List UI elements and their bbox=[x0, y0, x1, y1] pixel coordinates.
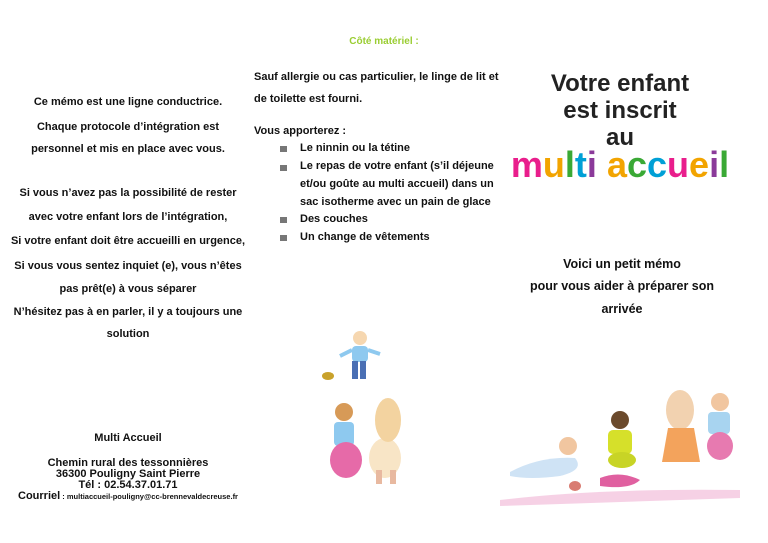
item-clothes: Un change de vêtements bbox=[300, 231, 430, 243]
cover-title-line-2: est inscrit bbox=[563, 97, 677, 124]
brand-letter: m bbox=[510, 144, 543, 185]
materials-intro-2: de toilette est fourni. bbox=[254, 93, 363, 105]
materials-title: Côté matériel : bbox=[349, 36, 419, 47]
item-meal-2: et/ou goûte au multi accueil) dans un bbox=[300, 178, 494, 190]
condition-line-1: Si vous n’avez pas la possibilité de rester bbox=[19, 187, 237, 199]
brand-letter: t bbox=[574, 144, 587, 185]
bring-label: Vous apporterez : bbox=[254, 125, 347, 137]
condition-line-4: Si vous vous sentez inquiet (e), vous n’êtes bbox=[14, 260, 242, 272]
contact-phone: Tél : 02.54.37.01.71 bbox=[78, 479, 178, 491]
item-diapers: Des couches bbox=[300, 213, 368, 225]
materials-intro-1: Sauf allergie ou cas particulier, le linge de lit et bbox=[254, 71, 499, 83]
brand-letter: i bbox=[709, 144, 720, 185]
cover-title-line-1: Votre enfant bbox=[550, 70, 690, 97]
memo-line-3: personnel et mis en place avec vous. bbox=[31, 143, 225, 155]
brand-letter: u bbox=[542, 144, 565, 185]
item-pacifier: Le ninnin ou la tétine bbox=[300, 142, 410, 154]
brand-letter: c bbox=[626, 144, 648, 185]
memo-line-1: Ce mémo est une ligne conductrice. bbox=[33, 96, 223, 108]
contact-city: 36300 Pouligny Saint Pierre bbox=[55, 468, 201, 480]
memo-intro-2: pour vous aider à préparer son bbox=[529, 279, 715, 293]
brand-letter: u bbox=[667, 144, 690, 185]
memo-intro-3: arrivée bbox=[601, 302, 643, 316]
condition-line-2: avec votre enfant lors de l’intégration, bbox=[28, 211, 228, 223]
contact-email-label: Courriel bbox=[18, 490, 61, 502]
memo-intro-1: Voici un petit mémo bbox=[563, 257, 681, 271]
child-jumping bbox=[340, 331, 380, 379]
contact-email-link[interactable]: : multiaccueil-pouligny@cc-brennevaldecreuse.fr bbox=[60, 492, 238, 501]
brand-letter: i bbox=[586, 144, 597, 185]
contact-street: Chemin rural des tessonnières bbox=[47, 457, 209, 469]
brand-letter: a bbox=[606, 144, 627, 185]
brand-letter: l bbox=[564, 144, 575, 185]
condition-line-7: solution bbox=[106, 328, 150, 340]
memo-line-2: Chaque protocole d’intégration est bbox=[36, 121, 220, 133]
cover-title-line-3: au bbox=[605, 124, 634, 151]
item-meal-3: sac isotherme avec un pain de glace bbox=[300, 196, 491, 208]
brand-letter: l bbox=[719, 144, 730, 185]
condition-line-3: Si votre enfant doit être accueilli en urgence, bbox=[10, 235, 246, 247]
brand-letter: c bbox=[647, 144, 668, 185]
item-meal-1: Le repas de votre enfant (s’il déjeune bbox=[300, 160, 494, 172]
condition-line-5: pas prêt(e) à vous séparer bbox=[59, 283, 197, 295]
contact-name: Multi Accueil bbox=[94, 432, 162, 444]
condition-line-6: N’hésitez pas à en parler, il y a toujours une bbox=[13, 306, 243, 318]
brand-letter: e bbox=[689, 144, 710, 185]
